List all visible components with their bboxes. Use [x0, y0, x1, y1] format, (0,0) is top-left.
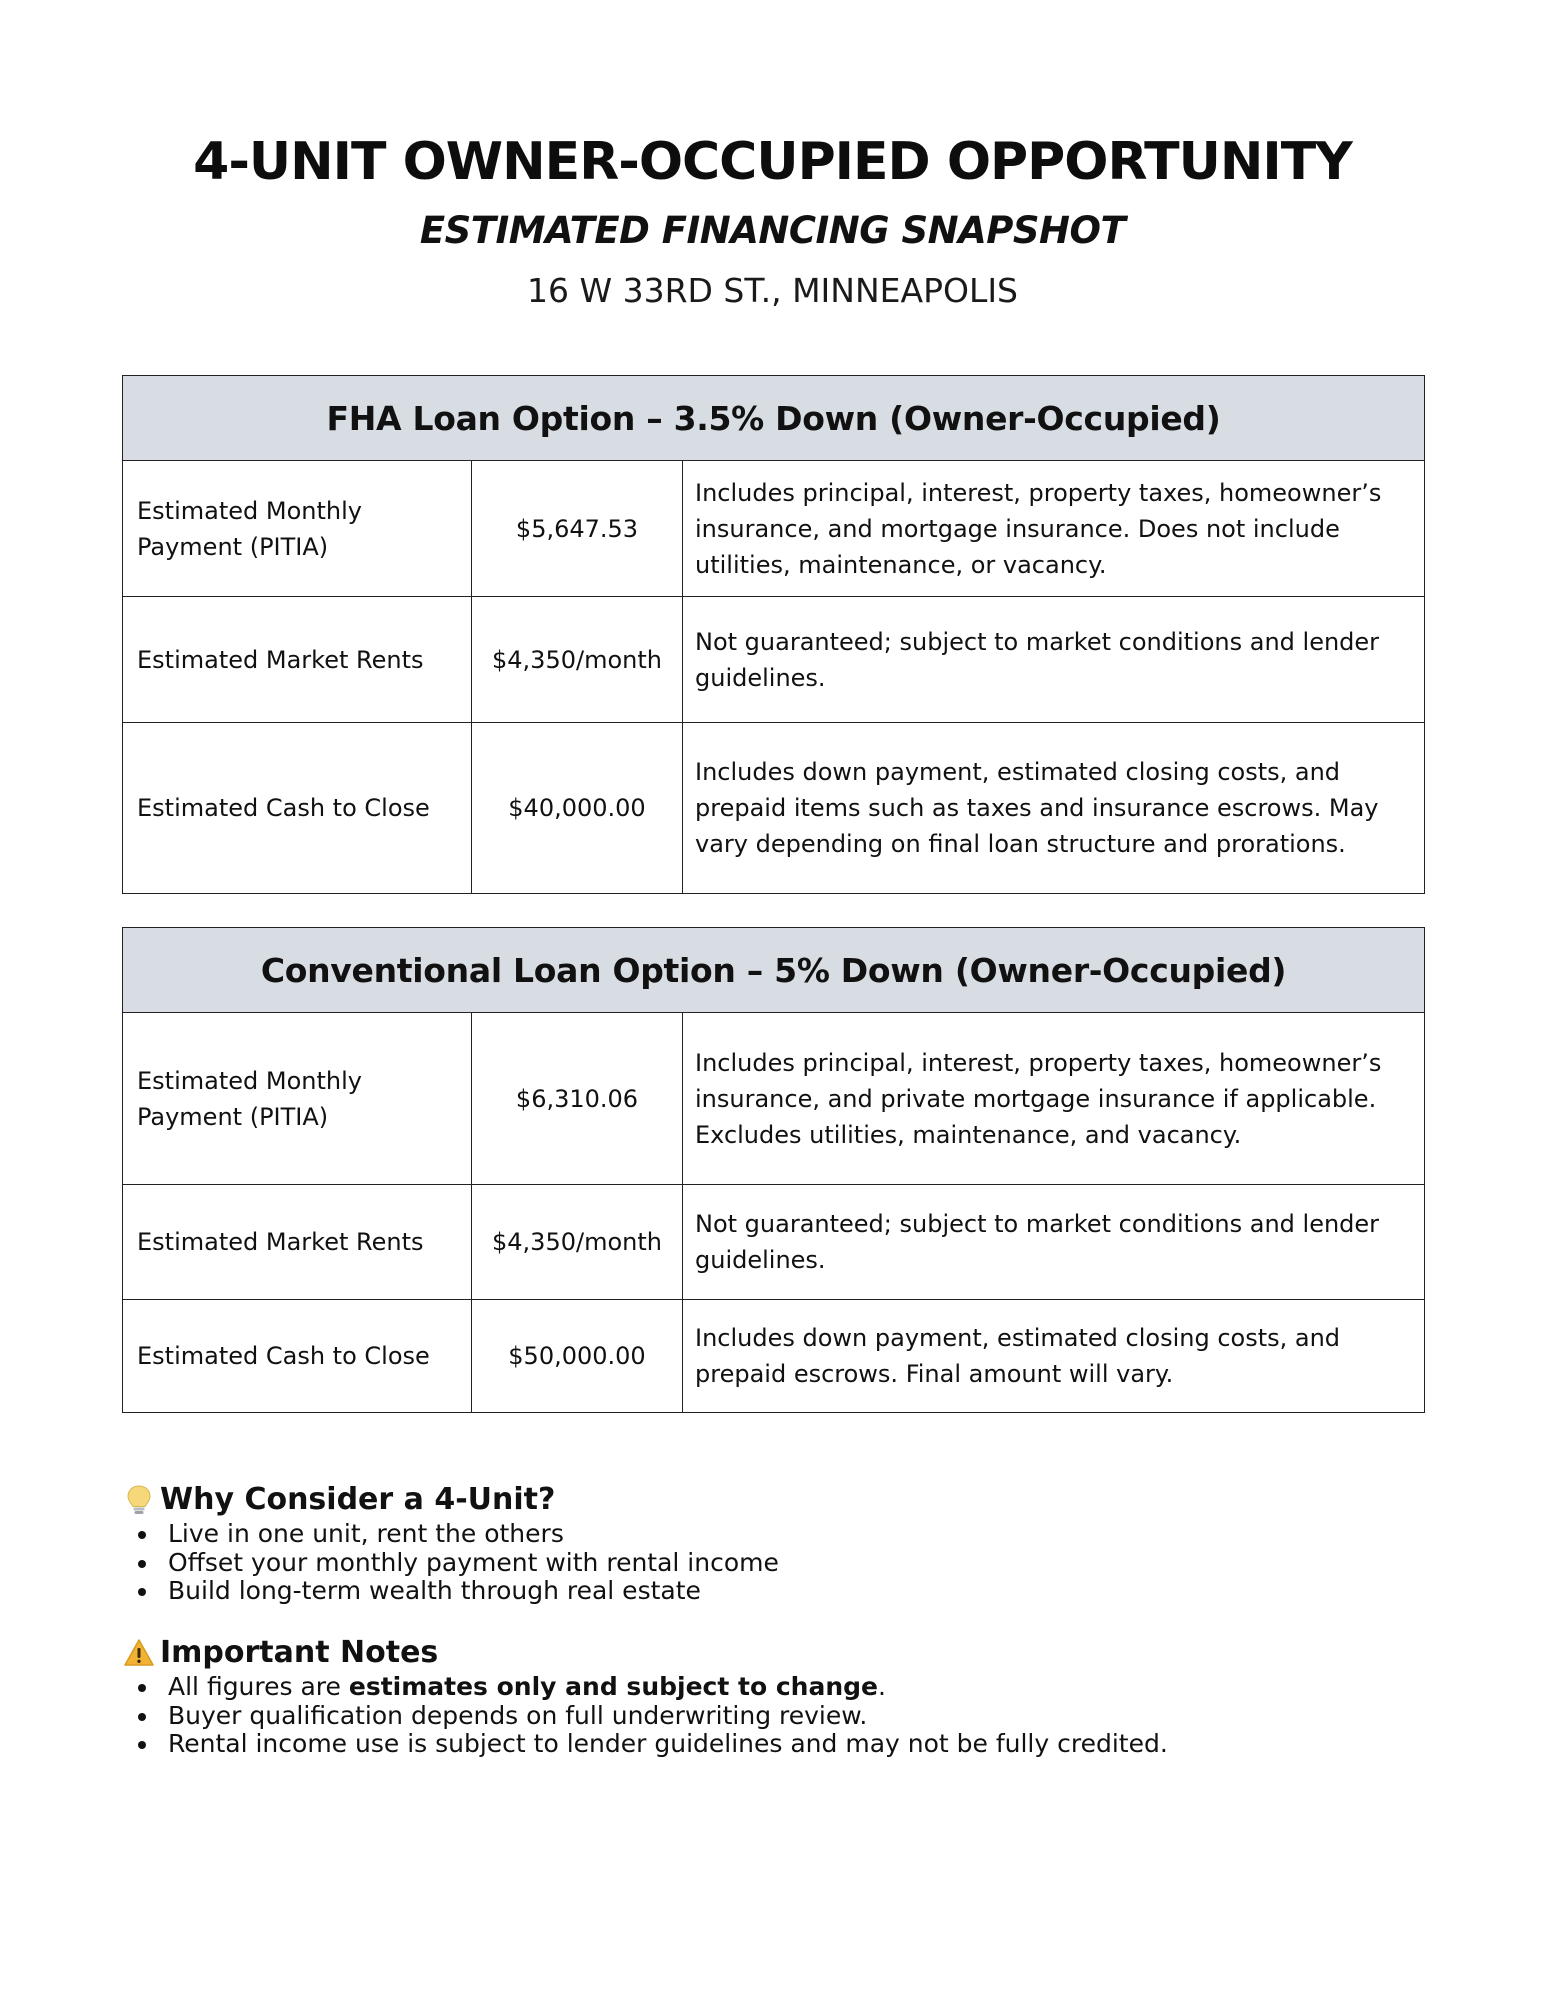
lightbulb-icon: [122, 1483, 156, 1517]
list-item: Rental income use is subject to lender guidelines and may not be fully credited.: [168, 1730, 1424, 1759]
why-consider-heading: [122, 1480, 1424, 1520]
row-value: $6,310.06: [472, 1013, 683, 1185]
important-notes-heading: [122, 1633, 1424, 1673]
row-note: Includes principal, interest, property taxes, homeowner’s insurance, and private mortgage insurance if applicable. Excludes utilities, maintenance, and vacancy.: [683, 1013, 1425, 1185]
list-item: Live in one unit, rent the others: [168, 1520, 1424, 1549]
table-row: [123, 1013, 1425, 1185]
important-notes-title: Important Notes: [160, 1635, 439, 1670]
property-address: 16 W 33RD ST., MINNEAPOLIS: [526, 271, 1019, 310]
row-note: Includes principal, interest, property taxes, homeowner’s insurance, and mortgage insurance. Does not include utilities, maintenance, or vacancy.: [683, 461, 1425, 597]
row-label: Estimated Market Rents: [123, 1185, 472, 1300]
table-row: [123, 1300, 1425, 1413]
row-note: Includes down payment, estimated closing costs, and prepaid items such as taxes and insurance escrows. May vary depending on final loan structure and prorations.: [683, 723, 1425, 894]
page-subtitle: ESTIMATED FINANCING SNAPSHOT: [419, 209, 1126, 252]
row-value: $50,000.00: [472, 1300, 683, 1413]
why-consider-section: [122, 1480, 1424, 1606]
row-value: $4,350/month: [472, 1185, 683, 1300]
list-item: [168, 1673, 1424, 1702]
why-consider-title: Why Consider a 4-Unit?: [160, 1482, 556, 1517]
table-row: [123, 723, 1425, 894]
table-row: [123, 597, 1425, 723]
table-row: [123, 461, 1425, 597]
row-value: $40,000.00: [472, 723, 683, 894]
row-note: Not guaranteed; subject to market conditions and lender guidelines.: [683, 1185, 1425, 1300]
why-consider-list: [122, 1520, 1424, 1606]
document-header: [0, 122, 1545, 322]
conventional-table-heading: Conventional Loan Option – 5% Down (Owner-Occupied): [123, 928, 1425, 1013]
row-label: Estimated Market Rents: [123, 597, 472, 723]
note-text-end: .: [877, 1672, 886, 1701]
row-note: Includes down payment, estimated closing costs, and prepaid escrows. Final amount will vary.: [683, 1300, 1425, 1413]
fha-loan-table: [122, 375, 1425, 894]
row-label: Estimated Cash to Close: [123, 723, 472, 894]
conventional-loan-table: [122, 927, 1425, 1413]
row-label: Estimated Monthly Payment (PITIA): [123, 1013, 472, 1185]
fha-table-heading: FHA Loan Option – 3.5% Down (Owner-Occupied): [123, 376, 1425, 461]
note-emphasis: estimates only and subject to change: [348, 1672, 878, 1701]
list-item: Buyer qualification depends on full underwriting review.: [168, 1702, 1424, 1731]
row-note: Not guaranteed; subject to market conditions and lender guidelines.: [683, 597, 1425, 723]
important-notes-list: [122, 1673, 1424, 1759]
warning-icon: [122, 1636, 156, 1670]
list-item: Offset your monthly payment with rental income: [168, 1549, 1424, 1578]
note-text: All figures are: [168, 1672, 349, 1701]
row-value: $4,350/month: [472, 597, 683, 723]
page-title: 4-UNIT OWNER-OCCUPIED OPPORTUNITY: [193, 132, 1352, 192]
row-label: Estimated Monthly Payment (PITIA): [123, 461, 472, 597]
table-row: [123, 1185, 1425, 1300]
row-value: $5,647.53: [472, 461, 683, 597]
row-label: Estimated Cash to Close: [123, 1300, 472, 1413]
important-notes-section: [122, 1633, 1424, 1759]
list-item: Build long-term wealth through real estate: [168, 1577, 1424, 1606]
